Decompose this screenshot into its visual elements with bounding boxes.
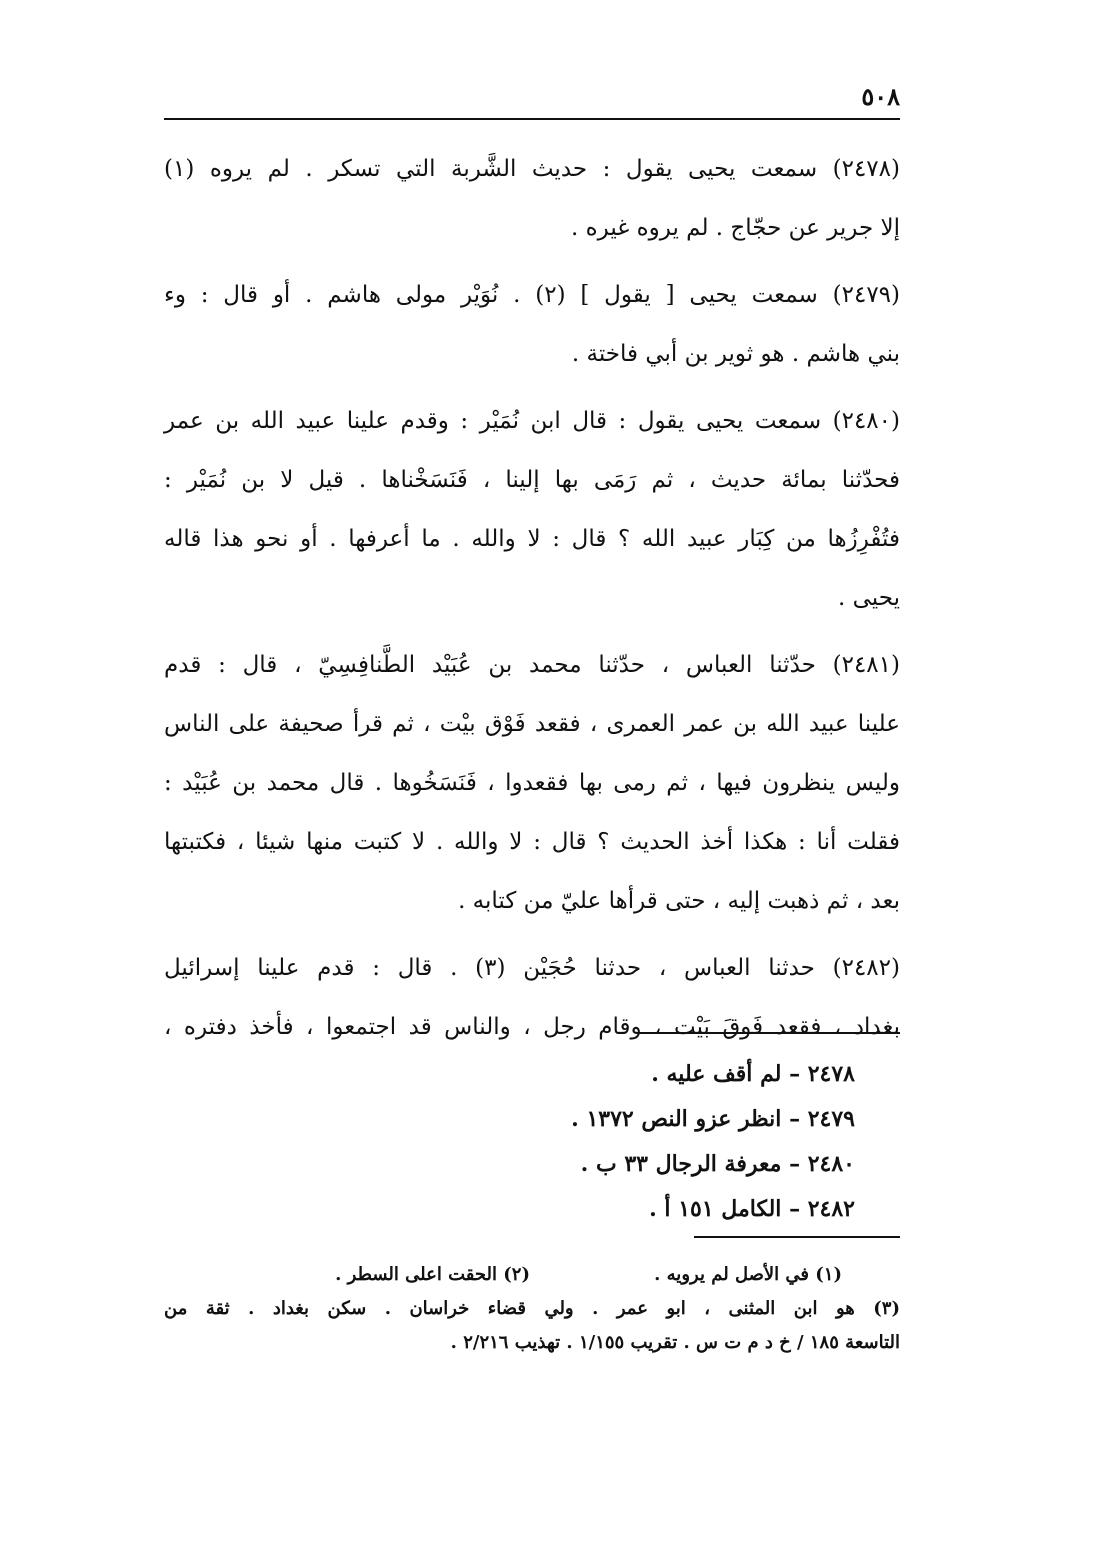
source-note: ٢٤٧٩ – انظر عزو النص ١٣٧٢ .: [571, 1106, 855, 1132]
text-line: فقلت أنا : هكذا أخذ الحديث ؟ قال : لا والله . لا كتبت منها شيئا ، فكتبتها: [164, 829, 900, 855]
source-note: ٢٤٨٢ – الكامل ١٥١ أ .: [649, 1196, 855, 1222]
paragraph-2479: [164, 266, 900, 384]
footnote-3-line: التاسعة ١٨٥ / خ د م ت س . تقريب ١/١٥٥ . تهذيب ٢/٢١٦ .: [450, 1332, 900, 1353]
text-line: (٢٤٨١) حدّثنا العباس ، حدّثنا محمد بن عُبَيْد الطَّنافِسِيّ ، قال : قدم: [164, 652, 900, 678]
header-rule: [164, 118, 900, 120]
footnote-rule: [694, 1236, 900, 1238]
paragraph-2482: [164, 939, 900, 1057]
main-text: [164, 140, 900, 1065]
footnotes: [164, 1258, 900, 1360]
footnote-2: (٢) الحقت اعلى السطر .: [335, 1264, 530, 1285]
paragraph-2481: [164, 636, 900, 931]
text-line: فتُفْرِزُها من كِبَار عبيد الله ؟ قال : لا والله . ما أعرفها . أو نحو هذا قاله: [164, 526, 900, 552]
text-line: بغداد ، فقعد فَوقَ بَيْت ، وقام رجل ، والناس قد اجتمعوا ، فأخذ دفتره ،: [164, 1014, 900, 1040]
text-line: وليس ينظرون فيها ، ثم رمى بها فقعدوا ، فَنَسَخُوها . قال محمد بن عُبَيْد :: [164, 770, 900, 796]
source-note: ٢٤٨٠ – معرفة الرجال ٣٣ ب .: [580, 1151, 855, 1177]
page-number: ٥٠٨: [861, 82, 900, 111]
text-line: بني هاشم . هو ثوير بن أبي فاختة .: [571, 341, 900, 367]
text-line: يحيى .: [838, 585, 900, 611]
source-note: ٢٤٧٨ – لم أقف عليه .: [651, 1061, 855, 1087]
text-line: (٢٤٧٩) سمعت يحيى [ يقول ] (٢) . نُوَيْر مولى هاشم . أو قال : وء: [164, 282, 901, 308]
source-notes: [500, 1052, 855, 1232]
text-line: علينا عبيد الله بن عمر العمرى ، فقعد فَوْق بيْت ، ثم قرأ صحيفة على الناس: [164, 711, 900, 737]
text-line: (٢٤٨٢) حدثنا العباس ، حدثنا حُجَيْن (٣) . قال : قدم علينا إسرائيل: [164, 955, 900, 981]
text-line: (٢٤٨٠) سمعت يحيى يقول : قال ابن نُمَيْر : وقدم علينا عبيد الله بن عمر: [164, 408, 900, 434]
footnote-1: (١) في الأصل لم يرويه .: [654, 1264, 842, 1285]
paragraph-2478: [164, 140, 900, 258]
text-line: إلا جرير عن حجّاج . لم يروه غيره .: [570, 215, 900, 241]
notes-rule: [638, 1032, 900, 1034]
footnote-3-line: (٣) هو ابن المثنى ، ابو عمر . ولي قضاء خراسان . سكن بغداد . ثقة من: [164, 1298, 900, 1319]
text-line: فحدّثنا بمائة حديث ، ثم رَمَى بها إلينا ، فَنَسَخْناها . قيل لا بن نُمَيْر :: [164, 467, 900, 493]
paragraph-2480: [164, 392, 900, 628]
text-line: (٢٤٧٨) سمعت يحيى يقول : حديث الشَّربة التي تسكر . لم يروه (١): [164, 156, 900, 182]
footnote-row: [164, 1258, 900, 1292]
text-line: بعد ، ثم ذهبت إليه ، حتى قرأها عليّ من كتابه .: [458, 888, 900, 914]
